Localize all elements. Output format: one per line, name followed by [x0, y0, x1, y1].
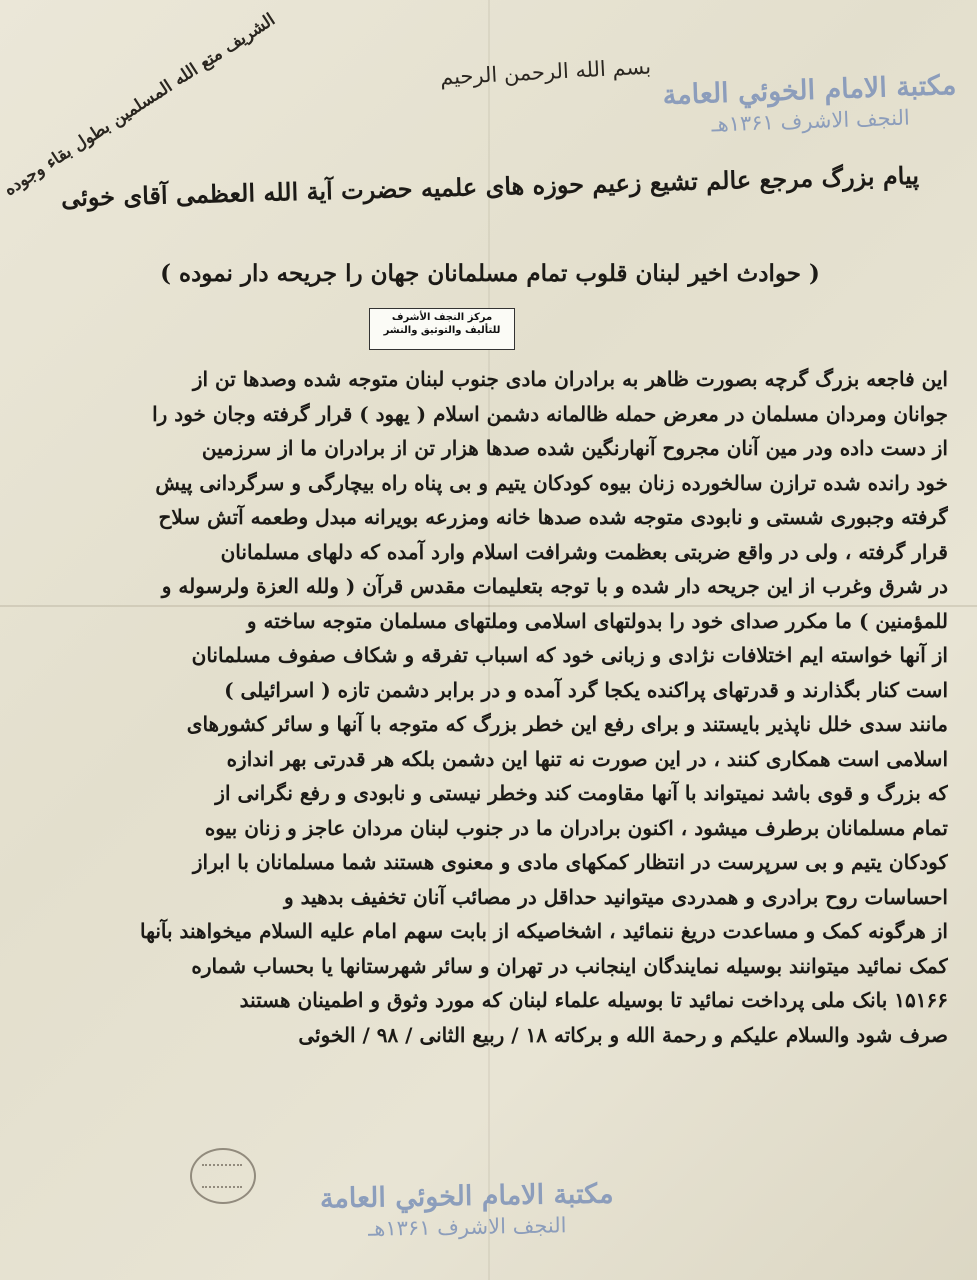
body-line: در شرق وغرب از این جریحه دار شده و با توجه بتعلیمات مقدس قرآن ( ولله العزة ولرسوله و	[161, 574, 948, 598]
body-line: قرار گرفته ، ولی در واقع ضربتی بعظمت وشرافت اسلام وارد آمده که دلهای مسلمانان	[220, 539, 948, 564]
letter-body	[40, 362, 948, 1052]
letter-subtitle: ( حوادث اخیر لبنان قلوب تمام مسلمانان جهان را جریحه دار نموده )	[160, 260, 820, 287]
seal-signature-icon	[190, 1148, 256, 1204]
archive-center-name: مركز النجف الأشرف	[391, 312, 493, 323]
body-line: که بزرگ و قوی باشد نمیتواند با آنها مقاومت کند وخطر نیستی و نابودی و رفع نگرانی از	[215, 781, 948, 805]
library-stamp-name: مكتبة الامام الخوئي العامة	[662, 69, 957, 112]
body-line: از هرگونه کمک و مساعدت دریغ ننمائید ، اشخاصیکه از بابت سهم امام علیه السلام میخواهند بآنها	[140, 919, 948, 943]
library-stamp-bottom	[312, 1177, 623, 1242]
margin-note: الشريف متع الله المسلمين بطول بقاء وجوده	[0, 9, 279, 201]
body-line: اسلامی است همکاری کنند ، در این صورت نه تنها این دشمن بلکه هر قدرتی بهر اندازه	[226, 746, 948, 771]
archive-center-purpose: للتأليف والتوثيق والنشر	[383, 325, 501, 336]
library-stamp-name: مكتبة الامام الخوئي العامة	[319, 1178, 614, 1215]
body-line: للمؤمنین ) ما مکرر صدای خود را بدولتهای اسلامی وملتهای مسلمان متوجه ساخته و	[246, 608, 948, 633]
letter-title: پیام بزرگ مرجع عالم تشیع زعیم حوزه های علمیه حضرت آیة الله العظمی آقای خوئی	[60, 160, 920, 213]
body-line: کودکان یتیم و بی سرپرست در انتظار کمکهای مادی و معنوی هستند شما مسلمانان با ابراز	[192, 850, 948, 874]
body-line: است کنار بگذارند و قدرتهای پراکنده یکجا گرد آمده و در برابر دشمن تازه ( اسرائیلی )	[224, 677, 948, 702]
body-line: خود رانده شده ترازن سالخورده زنان بیوه کودکان یتیم و بی پناه راه بیچارگی و سرگردانی پیش	[155, 470, 948, 495]
bismillah-heading: بسم الله الرحمن الرحيم	[439, 54, 652, 90]
body-line: جوانان ومردان مسلمان در معرض حمله ظالمانه دشمن اسلام ( یهود ) قرار گرفته وجان خود را	[152, 401, 948, 426]
body-line: احساسات روح برادری و همدردی میتوانید حداقل در مصائب آنان تخفیف بدهید و	[283, 884, 948, 909]
body-line: مانند سدی خلل ناپذیر بایستند و برای رفع این خطر بزرگ که متوجه با آنها و سائر کشورهای	[186, 712, 948, 736]
body-line: تمام مسلمانان برطرف میشود ، اکنون برادران ما در جنوب لبنان مردان عاجز و زنان بیوه	[204, 815, 948, 840]
body-line: ۱۵۱۶۶ بانک ملی پرداخت نمائید تا بوسیله علماء لبنان که مورد وثوق و اطمینان هستند	[239, 988, 948, 1012]
body-line: از دست داده ودر مین آنان مجروح آنهارنگین شده صدها هزار تن از برادران ما از سرزمین	[201, 436, 948, 460]
library-stamp-place: النجف الاشرف ۱۳۶۱هـ	[367, 1213, 567, 1241]
library-stamp-top	[659, 69, 961, 139]
body-line: صرف شود والسلام علیکم و رحمة الله و برکاته ۱۸ / ربیع الثانی / ۹۸ / الخوئی	[298, 1022, 948, 1047]
body-line: کمک نمائید میتوانند بوسیله نمایندگان اینجانب در تهران و سائر شهرستانها یا بحساب شماره	[191, 953, 948, 978]
body-line: این فاجعه بزرگ گرچه بصورت ظاهر به برادران مادی جنوب لبنان متوجه شده وصدها تن از	[192, 367, 948, 391]
archive-center-label	[369, 308, 515, 350]
body-line: از آنها خواسته ایم اختلافات نژادی و زبانی خود که اسباب تفرقه و شکاف صفوف مسلمانان	[191, 643, 948, 667]
body-line: گرفته وجبوری شستی و نابودی متوجه شده صدها خانه ومزرعه بویرانه مبدل وطعمه آتش سلاح	[158, 505, 948, 529]
library-stamp-place: النجف الاشرف ۱۳۶۱هـ	[711, 105, 911, 137]
